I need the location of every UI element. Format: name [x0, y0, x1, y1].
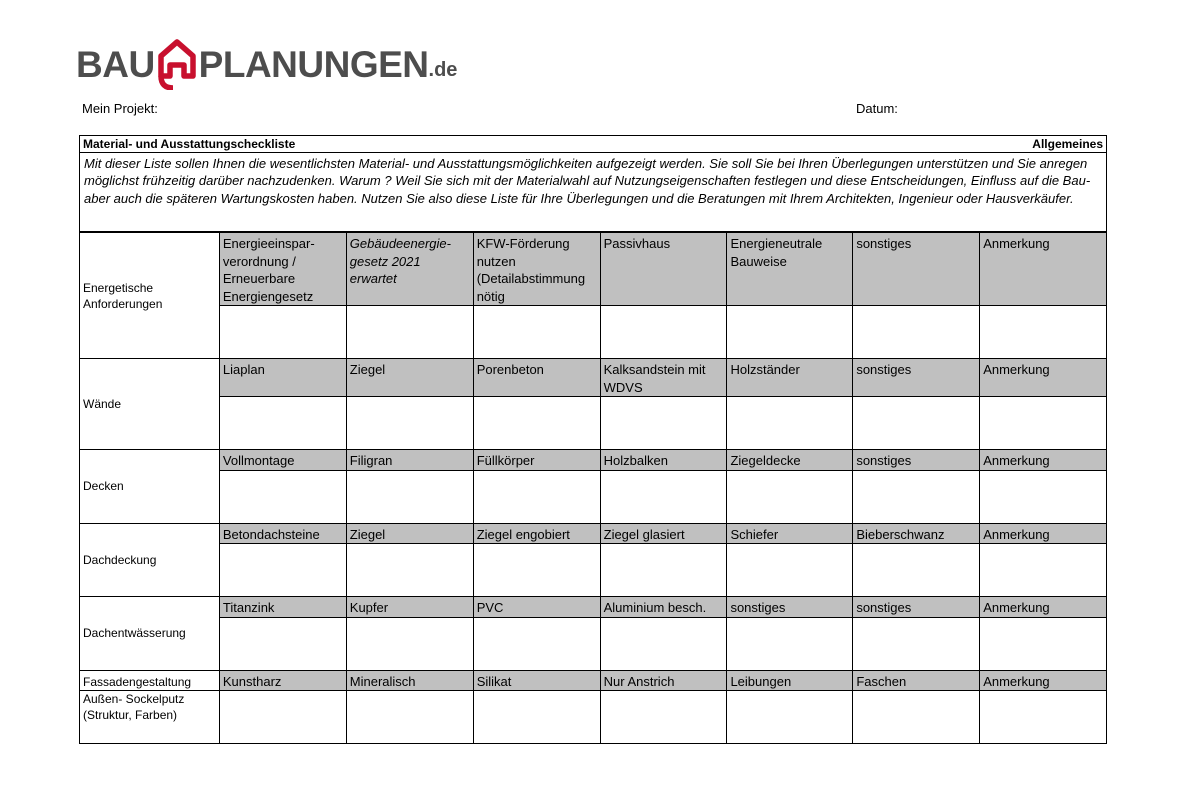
option-cell: sonstiges — [853, 450, 980, 471]
category-cell: Decken — [80, 450, 220, 524]
option-cell: Leibungen — [727, 670, 853, 691]
input-cell[interactable] — [473, 544, 600, 597]
input-cell[interactable] — [219, 306, 346, 359]
option-cell: Faschen — [853, 670, 980, 691]
input-cell[interactable] — [853, 691, 980, 744]
input-cell[interactable] — [473, 617, 600, 670]
option-cell: Holzständer — [727, 359, 853, 397]
input-cell[interactable] — [727, 691, 853, 744]
input-cell[interactable] — [346, 306, 473, 359]
category-cell: Energetische Anforderungen — [80, 233, 220, 359]
option-cell: Holzbalken — [600, 450, 727, 471]
input-cell[interactable] — [600, 397, 727, 450]
option-cell: Kalksandstein mit WDVS — [600, 359, 727, 397]
option-cell: Anmerkung — [980, 450, 1107, 471]
sheet-section: Allgemeines — [1032, 137, 1103, 151]
input-row — [80, 397, 1107, 450]
option-cell: Ziegel engobiert — [473, 523, 600, 544]
option-cell: Anmerkung — [980, 359, 1107, 397]
option-cell: Anmerkung — [980, 670, 1107, 691]
option-cell: Passivhaus — [600, 233, 727, 306]
input-cell[interactable] — [980, 470, 1107, 523]
option-cell: Bieberschwanz — [853, 523, 980, 544]
option-cell: Kupfer — [346, 597, 473, 618]
house-logo-icon — [158, 38, 196, 90]
option-cell: Anmerkung — [980, 523, 1107, 544]
option-cell: sonstiges — [853, 597, 980, 618]
category-cell: Dachentwässerung — [80, 597, 220, 671]
input-cell[interactable] — [219, 691, 346, 744]
logo-text-bau: BAU — [76, 43, 155, 85]
checklist-table — [79, 232, 1107, 744]
input-cell[interactable] — [346, 691, 473, 744]
input-cell[interactable] — [727, 617, 853, 670]
option-cell: Liaplan — [219, 359, 346, 397]
input-cell[interactable] — [727, 544, 853, 597]
date-label: Datum: — [856, 101, 898, 116]
input-cell[interactable] — [980, 544, 1107, 597]
logo-text-planungen: PLANUNGEN — [198, 43, 429, 85]
option-cell: Schiefer — [727, 523, 853, 544]
input-cell[interactable] — [600, 470, 727, 523]
option-cell: PVC — [473, 597, 600, 618]
option-cell: sonstiges — [853, 359, 980, 397]
option-cell: Gebäudeenergie-gesetz 2021 erwartet — [346, 233, 473, 306]
category-cell-secondary: Außen- Sockelputz (Struktur, Farben) — [80, 691, 220, 744]
input-cell[interactable] — [980, 691, 1107, 744]
input-row — [80, 306, 1107, 359]
input-cell[interactable] — [853, 397, 980, 450]
option-row — [80, 523, 1107, 544]
logo-text-tld: .de — [428, 59, 458, 81]
input-cell[interactable] — [346, 397, 473, 450]
input-cell[interactable] — [473, 306, 600, 359]
option-row — [80, 359, 1107, 397]
input-cell[interactable] — [219, 397, 346, 450]
option-cell: Porenbeton — [473, 359, 600, 397]
input-cell[interactable] — [853, 306, 980, 359]
option-cell: Ziegel — [346, 523, 473, 544]
option-cell: Silikat — [473, 670, 600, 691]
input-row — [80, 691, 1107, 744]
option-cell: Kunstharz — [219, 670, 346, 691]
input-cell[interactable] — [219, 544, 346, 597]
option-cell: Anmerkung — [980, 233, 1107, 306]
option-row — [80, 597, 1107, 618]
category-cell: Dachdeckung — [80, 523, 220, 597]
option-row — [80, 450, 1107, 471]
checklist-sheet — [79, 135, 1107, 742]
input-cell[interactable] — [346, 617, 473, 670]
input-cell[interactable] — [853, 544, 980, 597]
input-cell[interactable] — [980, 397, 1107, 450]
category-cell: Wände — [80, 359, 220, 450]
sheet-title: Material- und Ausstattungscheckliste — [83, 137, 296, 151]
category-cell: Fassadengestaltung — [80, 670, 220, 691]
intro-text: Mit dieser Liste sollen Ihnen die wesentlichsten Material- und Ausstattungsmöglichkeiten aufgezeigt werden. Sie soll Sie bei Ihren Überlegungen unterstützen und Sie anregen möglichst frühzeitig darüber nachzudenken. Warum ? Weil Sie sich mit der Materialwahl auf Nutzungseigenschaften festlegen und diese Entscheidungen, Einfluss auf die Bau- aber auch die späteren Wartungskosten haben. Nutzen Sie also diese Liste für Ihre Überlegungen und die Beratungen mit Ihrem Architekten, Ingenieur oder Hausverkäufer. — [84, 156, 1091, 206]
option-cell: Filigran — [346, 450, 473, 471]
project-label: Mein Projekt: — [82, 101, 158, 116]
option-row — [80, 670, 1107, 691]
input-cell[interactable] — [346, 470, 473, 523]
input-cell[interactable] — [980, 306, 1107, 359]
option-cell: Energieeinspar-verordnung / Erneuerbare Energiengesetz — [219, 233, 346, 306]
input-cell[interactable] — [473, 470, 600, 523]
input-cell[interactable] — [346, 544, 473, 597]
input-cell[interactable] — [853, 617, 980, 670]
input-cell[interactable] — [473, 397, 600, 450]
input-cell[interactable] — [219, 470, 346, 523]
option-cell: KFW-Förderung nutzen (Detailabstimmung nötig — [473, 233, 600, 306]
option-cell: Energieneutrale Bauweise — [727, 233, 853, 306]
input-cell[interactable] — [727, 306, 853, 359]
option-cell: Ziegeldecke — [727, 450, 853, 471]
sheet-header — [79, 135, 1107, 153]
option-cell: Vollmontage — [219, 450, 346, 471]
input-row — [80, 617, 1107, 670]
option-cell: Nur Anstrich — [600, 670, 727, 691]
input-cell[interactable] — [853, 470, 980, 523]
input-cell[interactable] — [600, 691, 727, 744]
logo — [76, 36, 457, 92]
option-cell: sonstiges — [727, 597, 853, 618]
intro-text-box — [79, 152, 1107, 232]
option-cell: Füllkörper — [473, 450, 600, 471]
input-cell[interactable] — [219, 617, 346, 670]
input-cell[interactable] — [727, 397, 853, 450]
option-cell: sonstiges — [853, 233, 980, 306]
input-cell[interactable] — [600, 306, 727, 359]
input-cell[interactable] — [980, 617, 1107, 670]
option-cell: Aluminium besch. — [600, 597, 727, 618]
option-row — [80, 233, 1107, 306]
input-cell[interactable] — [600, 617, 727, 670]
input-cell[interactable] — [473, 691, 600, 744]
option-cell: Mineralisch — [346, 670, 473, 691]
input-cell[interactable] — [600, 544, 727, 597]
input-row — [80, 544, 1107, 597]
input-cell[interactable] — [727, 470, 853, 523]
option-cell: Anmerkung — [980, 597, 1107, 618]
input-row — [80, 470, 1107, 523]
option-cell: Betondachsteine — [219, 523, 346, 544]
option-cell: Ziegel glasiert — [600, 523, 727, 544]
option-cell: Titanzink — [219, 597, 346, 618]
option-cell: Ziegel — [346, 359, 473, 397]
